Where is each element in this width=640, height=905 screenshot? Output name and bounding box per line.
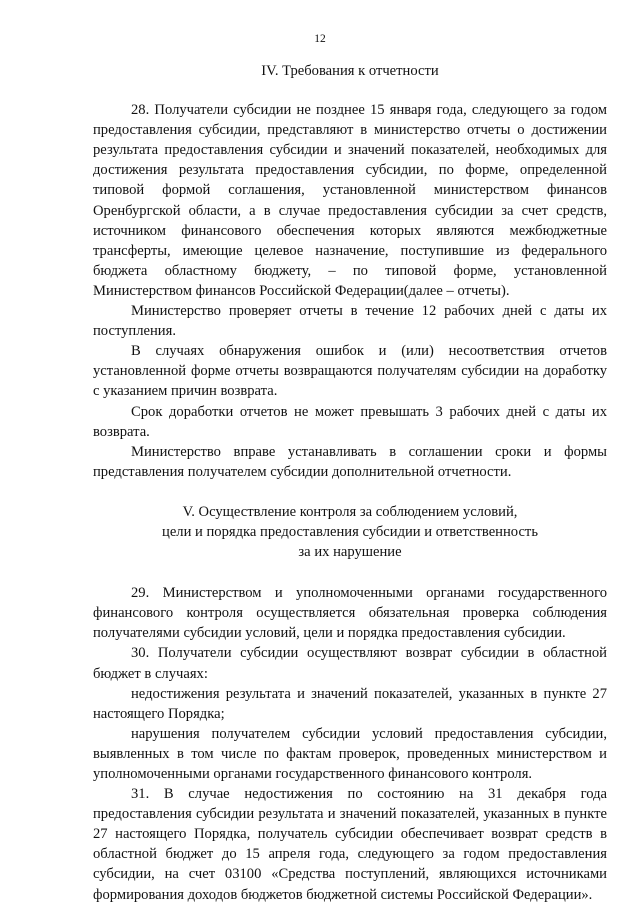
paragraph-revision-deadline: Срок доработки отчетов не может превышать 3 рабочих дней с даты их возврата. [93, 403, 607, 440]
section-5-heading-line-2: цели и порядка предоставления субсидии и ответственность [162, 523, 538, 540]
paragraph-30-case-2: нарушения получателем субсидии условий предоставления субсидии, выявленных в том числе по фактам проверок, проведенных министерством и уполномоченными органами государственного финансового контроля. [93, 725, 607, 782]
paragraph-31: 31. В случае недостижения по состоянию на 31 декабря года предоставления субсидии результата и значений показателей, указанных в пункте 27 настоящего Порядка, получатель субсидии обеспечивает возврат средств в областной бюджет до 15 апреля года, следующего за годом предоставления субсидии, на счет 03100 «Средства поступлений, являющихся источниками формирования доходов бюджетов бюджетной системы Российской Федерации». [93, 786, 607, 903]
paragraph-report-check: Министерство проверяет отчеты в течение 12 рабочих дней с даты их поступления. [93, 303, 607, 340]
section-5-heading-line-3: за их нарушение [298, 544, 402, 561]
page-number: 12 [314, 33, 326, 45]
document-content [93, 61, 607, 905]
paragraph-report-return: В случаях обнаружения ошибок и (или) несоответствия отчетов установленной форме отчеты возвращаются получателям субсидии на доработку с указанием причин возврата. [93, 343, 607, 400]
section-5-heading [93, 502, 607, 562]
section-4-heading: IV. Требования к отчетности [261, 63, 439, 79]
paragraph-30-case-1: недостижения результата и значений показателей, указанных в пункте 27 настоящего Порядка; [93, 685, 607, 722]
paragraph-28: 28. Получатели субсидии не позднее 15 января года, следующего за годом предоставления субсидии, представляют в министерство отчеты о достижении результата предоставления субсидии и значений показателей, необходимых для достижения результата предоставления субсидии, по форме, определенной типовой формой соглашения, установленной министерством финансов Оренбургской области, а в случае предоставления субсидии за счет средств, источником финансового обеспечения которых являются межбюджетные трансферты, имеющие целевое назначение, поступившие из федерального бюджета областному бюджету, – по типовой форме, установленной Министерством финансов Российской Федерации(далее – отчеты). [93, 102, 607, 299]
paragraph-additional-reporting: Министерство вправе устанавливать в соглашении сроки и формы представления получателем субсидии дополнительной отчетности. [93, 443, 607, 480]
paragraph-30: 30. Получатели субсидии осуществляют возврат субсидии в областной бюджет в случаях: [93, 645, 607, 682]
section-5-heading-line-1: V. Осуществление контроля за соблюдением условий, [182, 503, 518, 520]
paragraph-29: 29. Министерством и уполномоченными органами государственного финансового контроля осуществляется обязательная проверка соблюдения получателями субсидии условий, цели и порядка предоставления субсидии. [93, 585, 607, 642]
